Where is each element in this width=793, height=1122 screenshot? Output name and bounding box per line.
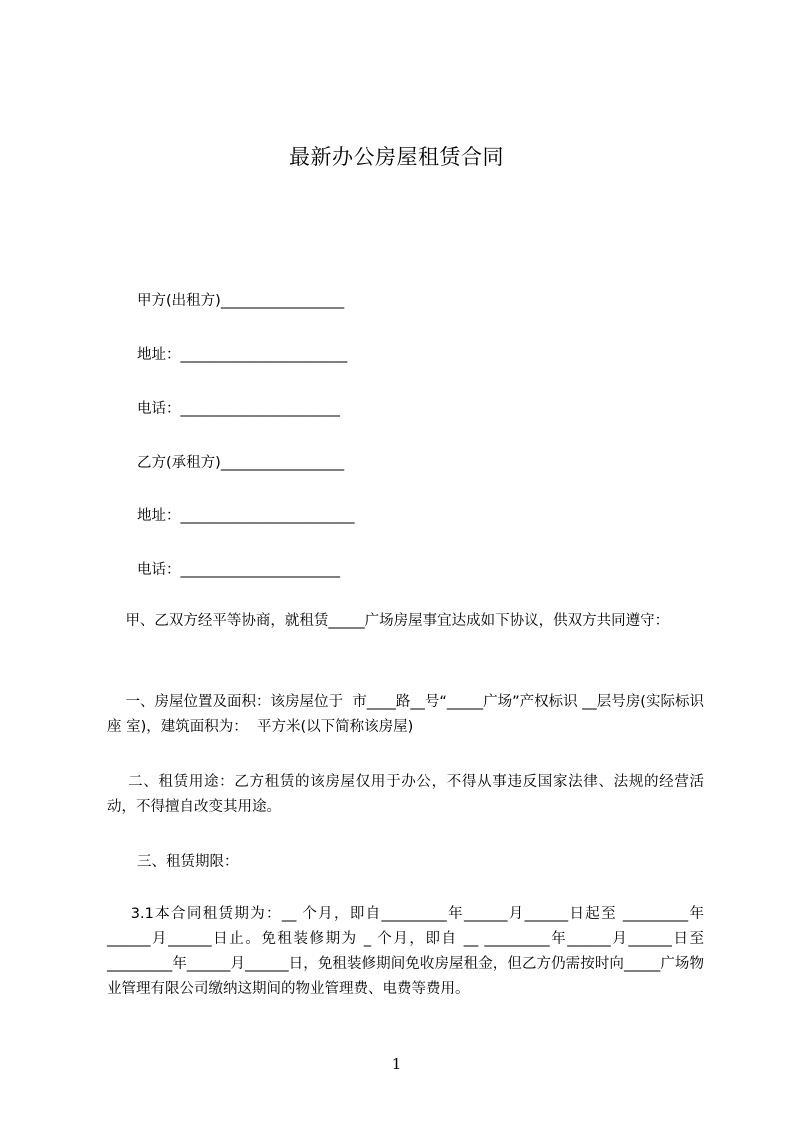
party-b-name-line: 乙方(承租方)_________________	[137, 455, 345, 471]
clause-3-1-paragraph: 3.1本合同租赁期为：__ 个月，即自_________年______月______日起至 _________年______月______日止。免租装修期为 _ 个月，即自 __ _________年______月______日至_________年______月______日，免租装修期间免收房屋租金，但乙方仍需按时向_____广场物业管理有限公司缴纳这期间的物业管理费、电费等费用。	[107, 906, 705, 997]
intro-paragraph: 甲、乙双方经平等协商，就租赁_____广场房屋事宜达成如下协议，供双方共同遵守：	[107, 613, 670, 629]
section-1-paragraph: 一、房屋位置及面积：该房屋位于 市____路__号“_____广场”产权标识 __层号房(实际标识 座 室)，建筑面积为： 平方米(以下简称该房屋)	[107, 694, 709, 735]
page-number: 1	[391, 1055, 402, 1073]
party-a-phone-line: 电话：______________________	[137, 401, 340, 417]
party-a-name-line: 甲方(出租方)_________________	[137, 293, 345, 309]
section-2-paragraph: 二、租赁用途：乙方租赁的该房屋仅用于办公，不得从事违反国家法律、法规的经营活动，不得擅自改变其用途。	[107, 774, 705, 815]
section-3-heading: 三、租赁期限：	[137, 854, 239, 870]
party-b-phone-line: 电话：______________________	[137, 562, 340, 578]
document-title: 最新办公房屋租赁合同	[289, 145, 504, 169]
party-a-address-line: 地址：_______________________	[137, 347, 348, 363]
party-b-address-line: 地址：________________________	[137, 508, 355, 524]
